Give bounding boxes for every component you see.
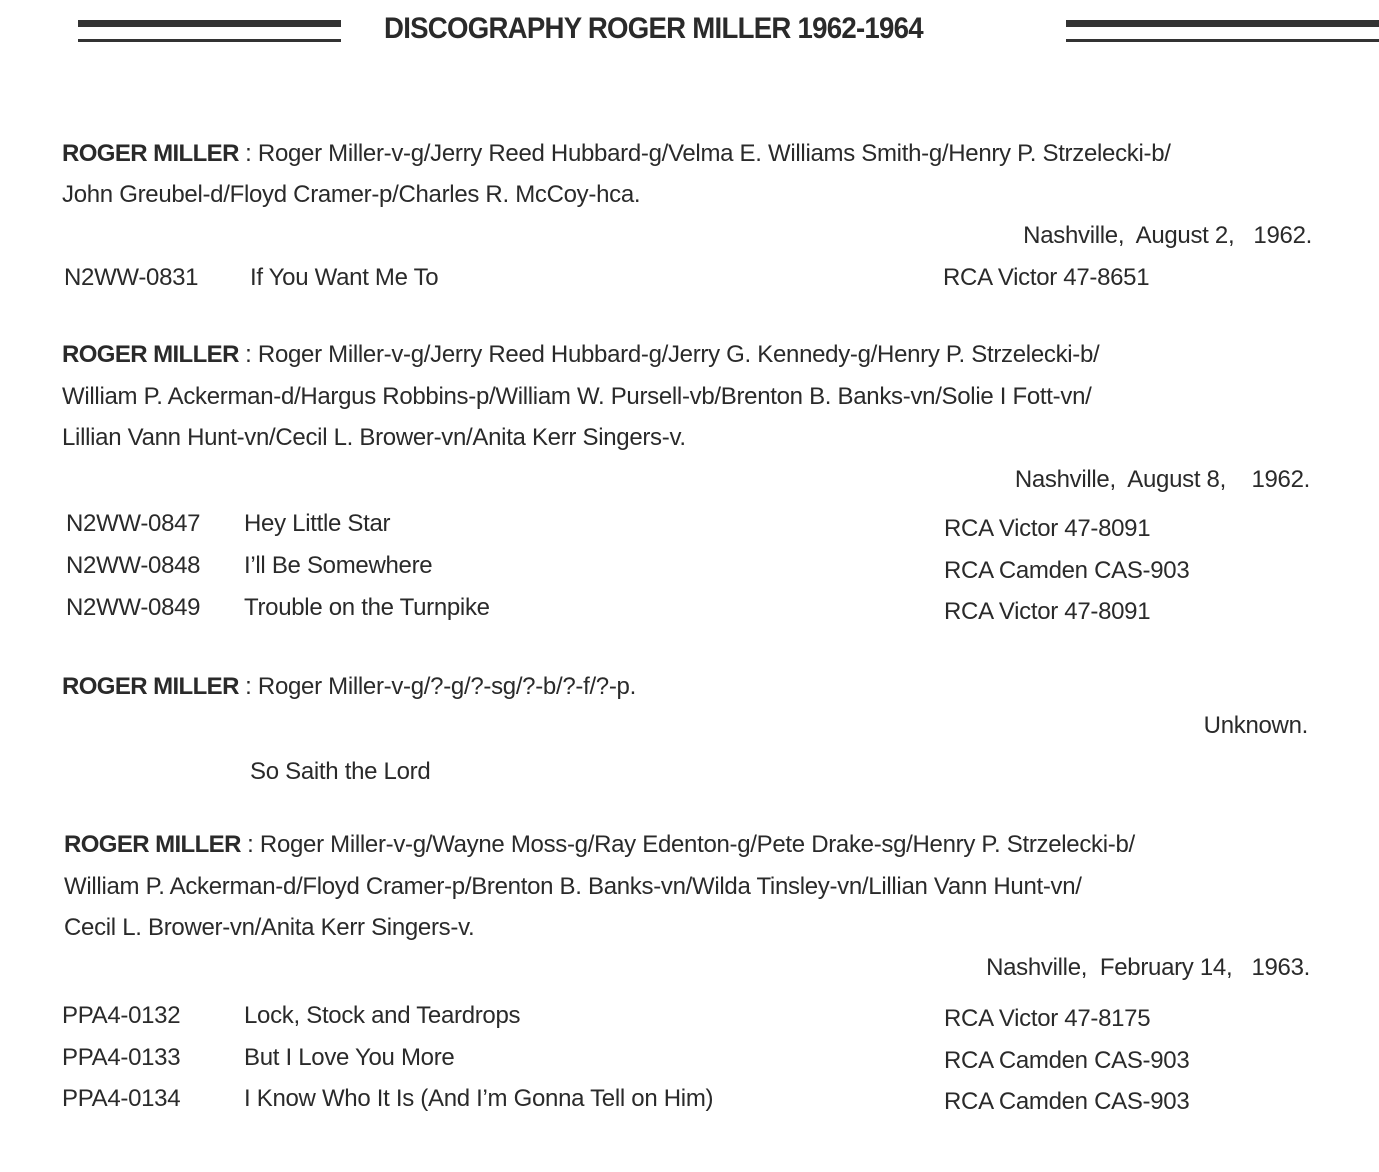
personnel-line: ROGER MILLER : Roger Miller-v-g/Jerry Reed Hubbard-g/Velma E. Williams Smith-g/Henry P. Strzelecki-b/ bbox=[62, 140, 1171, 167]
header-rule-thick-right bbox=[1066, 20, 1379, 27]
personnel-line: Lillian Vann Hunt-vn/Cecil L. Brower-vn/Anita Kerr Singers-v. bbox=[62, 424, 686, 451]
session-place-date: Unknown. bbox=[1203, 712, 1308, 739]
header-rule-thin-right bbox=[1066, 39, 1379, 42]
release-number: RCA Victor 47-8175 bbox=[944, 1005, 1151, 1032]
personnel-line: John Greubel-d/Floyd Cramer-p/Charles R. McCoy-hca. bbox=[62, 181, 641, 208]
header-rule-thin-left bbox=[78, 39, 341, 42]
release-number: RCA Camden CAS-903 bbox=[944, 1088, 1190, 1115]
matrix-number: PPA4-0132 bbox=[62, 1002, 181, 1029]
personnel-text: Roger Miller-v-g/Jerry Reed Hubbard-g/Velma E. Williams Smith-g/Henry P. Strzelecki-b/ bbox=[257, 140, 1171, 167]
track-title: Lock, Stock and Teardrops bbox=[244, 1002, 521, 1029]
track-title: So Saith the Lord bbox=[250, 758, 431, 785]
matrix-number: N2WW-0831 bbox=[64, 264, 199, 291]
personnel-line: Cecil L. Brower-vn/Anita Kerr Singers-v. bbox=[64, 914, 475, 941]
session-place-date: Nashville, February 14, 1963. bbox=[986, 954, 1310, 981]
artist-name: ROGER MILLER bbox=[62, 673, 239, 700]
matrix-number: N2WW-0848 bbox=[66, 552, 201, 579]
session-place-date: Nashville, August 2, 1962. bbox=[1023, 222, 1312, 249]
personnel-line: William P. Ackerman-d/Floyd Cramer-p/Brenton B. Banks-vn/Wilda Tinsley-vn/Lillian Vann Hunt-vn/ bbox=[64, 873, 1082, 900]
track-title: I Know Who It Is (And I’m Gonna Tell on Him) bbox=[244, 1085, 714, 1112]
release-number: RCA Camden CAS-903 bbox=[944, 1047, 1190, 1074]
matrix-number: PPA4-0134 bbox=[62, 1085, 181, 1112]
track-title: Hey Little Star bbox=[244, 510, 391, 537]
personnel-text: Roger Miller-v-g/Jerry Reed Hubbard-g/Jerry G. Kennedy-g/Henry P. Strzelecki-b/ bbox=[257, 341, 1100, 368]
release-number: RCA Camden CAS-903 bbox=[944, 557, 1190, 584]
matrix-number: N2WW-0849 bbox=[66, 594, 201, 621]
header-rule-thick-left bbox=[78, 20, 341, 27]
session-place-date: Nashville, August 8, 1962. bbox=[1014, 466, 1310, 493]
page-title: DISCOGRAPHY ROGER MILLER 1962-1964 bbox=[384, 12, 923, 45]
personnel-line: ROGER MILLER : Roger Miller-v-g/?-g/?-sg/?-b/?-f/?-p. bbox=[62, 673, 636, 700]
artist-name: ROGER MILLER bbox=[62, 341, 239, 368]
release-number: RCA Victor 47-8091 bbox=[944, 598, 1151, 625]
personnel-line: William P. Ackerman-d/Hargus Robbins-p/William W. Pursell-vb/Brenton B. Banks-vn/Solie I Fott-vn/ bbox=[62, 383, 1092, 410]
artist-name: ROGER MILLER bbox=[62, 140, 239, 167]
matrix-number: N2WW-0847 bbox=[66, 510, 201, 537]
matrix-number: PPA4-0133 bbox=[62, 1044, 181, 1071]
personnel-line: ROGER MILLER : Roger Miller-v-g/Wayne Moss-g/Ray Edenton-g/Pete Drake-sg/Henry P. Strzelecki-b/ bbox=[64, 831, 1135, 858]
personnel-text: Roger Miller-v-g/?-g/?-sg/?-b/?-f/?-p. bbox=[257, 673, 636, 700]
artist-name: ROGER MILLER bbox=[64, 831, 241, 858]
release-number: RCA Victor 47-8651 bbox=[943, 264, 1150, 291]
track-title: But I Love You More bbox=[244, 1044, 455, 1071]
track-title: If You Want Me To bbox=[250, 264, 439, 291]
personnel-line: ROGER MILLER : Roger Miller-v-g/Jerry Reed Hubbard-g/Jerry G. Kennedy-g/Henry P. Strzelecki-b/ bbox=[62, 341, 1100, 368]
personnel-text: Roger Miller-v-g/Wayne Moss-g/Ray Edenton-g/Pete Drake-sg/Henry P. Strzelecki-b/ bbox=[259, 831, 1135, 858]
track-title: Trouble on the Turnpike bbox=[244, 594, 490, 621]
track-title: I’ll Be Somewhere bbox=[244, 552, 433, 579]
release-number: RCA Victor 47-8091 bbox=[944, 515, 1151, 542]
